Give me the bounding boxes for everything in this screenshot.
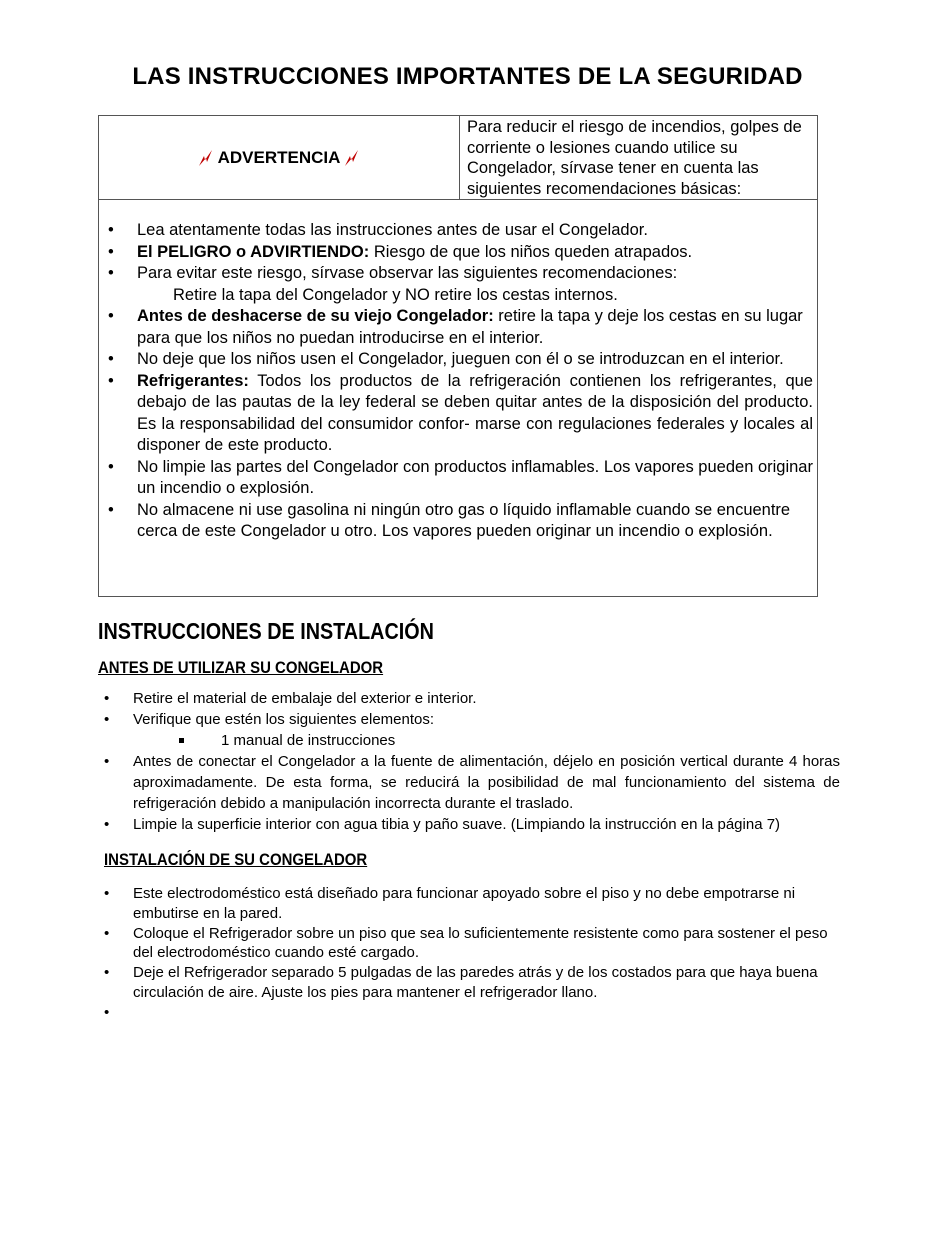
- warning-label: ADVERTENCIA: [217, 147, 341, 167]
- before-use-list: [100, 688, 840, 835]
- list-item: • Deje el Refrigerador separado 5 pulgadas de las paredes atrás y de los costados para que haya buena circulación de aire. Ajuste los pies para mantener el refrigerador llano.: [104, 964, 818, 1001]
- page-title: LAS INSTRUCCIONES IMPORTANTES DE LA SEGURIDAD: [132, 63, 803, 90]
- list-item: • Refrigerantes: Todos los productos de la refrigeración contienen los refrigerantes, que debajo de las pautas de la ley federal se deben quitar antes de la disposición del producto. Es la responsabilidad del consumidor confor- marse con regulaciones federales y locales al disponer de este producto.: [108, 371, 813, 454]
- list-item: • El PELIGRO o ADVIRTIENDO: Riesgo de que los niños queden atrapados.: [99, 242, 817, 264]
- list-subline: Retire la tapa del Congelador y NO retire los cestas internos.: [173, 285, 618, 304]
- list-item: • Para evitar este riesgo, sírvase observar las siguientes recomendaciones:: [99, 263, 817, 285]
- bullet-icon: •: [108, 264, 114, 282]
- list-item: • No limpie las partes del Congelador con productos inflamables. Los vapores pueden originar un incendio o explosión.: [108, 457, 813, 497]
- list-item: • No almacene ni use gasolina ni ningún otro gas o líquido inflamable cuando se encuentre cerca de este Congelador u otro. Los vapores pueden originar un incendio o explosión.: [108, 500, 791, 540]
- lightning-bolt-icon: [343, 149, 361, 167]
- list-item: • Limpie la superficie interior con agua tibia y paño suave. (Limpiando la instrucción en la página 7): [104, 816, 781, 833]
- bullet-icon: •: [108, 221, 114, 239]
- safety-list: [99, 220, 817, 543]
- warning-row: [99, 116, 817, 200]
- bullet-icon: •: [104, 753, 110, 770]
- bullet-icon: •: [108, 500, 114, 519]
- list-item: • Coloque el Refrigerador sobre un piso que sea lo suficientemente resistente como para sostener el peso del electrodoméstico cuando esté cargado.: [104, 924, 828, 961]
- list-subitem: 1 manual de instrucciones: [100, 730, 840, 751]
- install-heading: INSTRUCCIONES DE INSTALACIÓN: [98, 618, 434, 644]
- warning-text: Para reducir el riesgo de incendios, golpes de corriente o lesiones cuando utilice su Congelador, sírvase tener en cuenta las siguientes recomendaciones básicas:: [467, 118, 802, 198]
- list-item: • Retire el material de embalaje del exterior e interior.: [104, 690, 477, 707]
- list-item: • No deje que los niños usen el Congelador, jueguen con él o se introduzcan en el interior.: [99, 349, 817, 371]
- list-item: • Este electrodoméstico está diseñado para funcionar apoyado sobre el piso y no debe empotrarse ni embutirse en la pared.: [104, 885, 796, 922]
- bullet-icon: •: [104, 964, 110, 981]
- bullet-icon: •: [108, 457, 114, 476]
- list-item-empty: [100, 1003, 840, 1023]
- square-bullet-icon: [179, 738, 184, 743]
- bullet-icon: •: [108, 350, 114, 368]
- bullet-icon: •: [104, 924, 110, 942]
- warning-label-cell: [99, 116, 460, 199]
- bullet-icon: •: [104, 816, 110, 833]
- list-item: • Lea atentamente todas las instrucciones antes de usar el Congelador.: [99, 220, 817, 242]
- list-item: • Antes de conectar el Congelador a la fuente de alimentación, déjelo en posición vertical durante 4 horas aproximadamente. De esta forma, se reducirá la posibilidad de mal funcionamiento del sistema de refrigeración debido a manipulación incorrecta durante el traslado.: [104, 753, 840, 812]
- bullet-icon: •: [104, 885, 110, 902]
- bullet-icon: •: [104, 690, 110, 707]
- installation-list: [100, 884, 840, 1023]
- before-use-heading: ANTES DE UTILIZAR SU CONGELADOR: [98, 658, 384, 677]
- bullet-icon: •: [108, 307, 114, 325]
- installation-heading: INSTALACIÓN DE SU CONGELADOR: [104, 850, 368, 869]
- list-item: • Antes de deshacerse de su viejo Congelador: retire la tapa y deje los cestas en su lugar para que los niños no puedan introducirse en el interior.: [108, 307, 803, 347]
- bullet-icon: •: [108, 242, 114, 261]
- list-item: • Verifique que estén los siguientes elementos:: [104, 711, 435, 728]
- bullet-icon: •: [108, 371, 114, 390]
- bullet-icon: •: [104, 1003, 110, 1021]
- lightning-bolt-icon: [197, 149, 215, 167]
- bullet-icon: •: [104, 711, 110, 728]
- safety-box: [98, 115, 818, 597]
